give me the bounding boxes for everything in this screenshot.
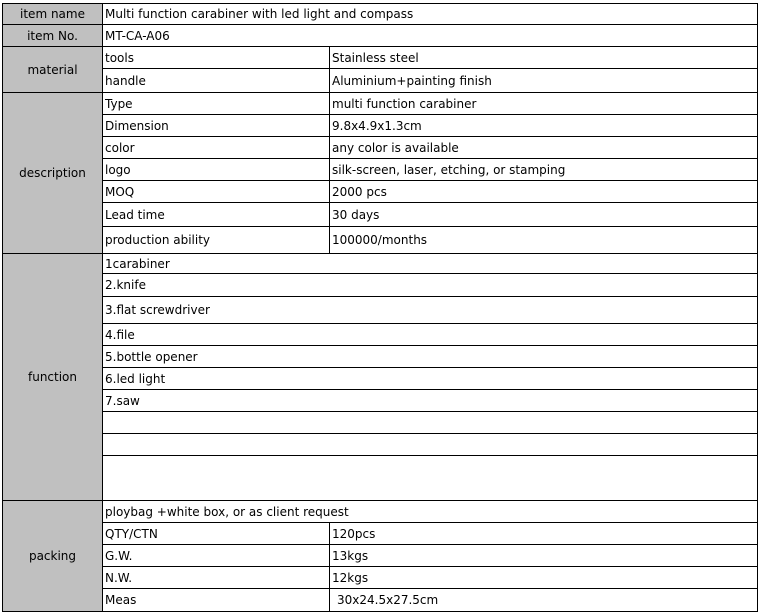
packing-row-key: N.W. xyxy=(102,566,330,589)
description-row-value: any color is available xyxy=(329,136,758,159)
packing-row-value: 13kgs xyxy=(329,544,758,567)
function-item: 1carabiner xyxy=(102,253,758,274)
description-row-key: Type xyxy=(102,92,330,115)
description-row-value: 9.8x4.9x1.3cm xyxy=(329,114,758,137)
description-label: description xyxy=(2,92,103,254)
function-item xyxy=(102,455,758,501)
description-row-value: 100000/months xyxy=(329,226,758,254)
material-row-key: tools xyxy=(102,46,330,69)
packing-note: ploybag +white box, or as client request xyxy=(102,500,758,523)
description-row-key: Lead time xyxy=(102,202,330,227)
material-row-value: Stainless steel xyxy=(329,46,758,69)
packing-label: packing xyxy=(2,500,103,612)
description-row-value: 30 days xyxy=(329,202,758,227)
description-row-key: production ability xyxy=(102,226,330,254)
function-item: 5.bottle opener xyxy=(102,345,758,368)
description-row-value: silk-screen, laser, etching, or stamping xyxy=(329,158,758,181)
function-item: 2.knife xyxy=(102,273,758,297)
function-item: 4.file xyxy=(102,323,758,346)
function-item: 6.led light xyxy=(102,367,758,390)
packing-row-key: QTY/CTN xyxy=(102,522,330,545)
packing-row-value: 12kgs xyxy=(329,566,758,589)
packing-row-value: 120pcs xyxy=(329,522,758,545)
description-row-key: MOQ xyxy=(102,180,330,203)
item-no-label: item No. xyxy=(2,24,103,47)
description-row-key: color xyxy=(102,136,330,159)
function-label: function xyxy=(2,253,103,501)
function-item xyxy=(102,433,758,456)
packing-row-key: G.W. xyxy=(102,544,330,567)
description-row-key: Dimension xyxy=(102,114,330,137)
material-row-value: Aluminium+painting finish xyxy=(329,68,758,93)
material-row-key: handle xyxy=(102,68,330,93)
item-no-value: MT-CA-A06 xyxy=(102,24,758,47)
function-item: 7.saw xyxy=(102,389,758,412)
description-row-key: logo xyxy=(102,158,330,181)
item-name-value: Multi function carabiner with led light and compass xyxy=(102,3,758,25)
item-name-label: item name xyxy=(2,3,103,25)
material-label: material xyxy=(2,46,103,93)
description-row-value: 2000 pcs xyxy=(329,180,758,203)
packing-row-value: 30x24.5x27.5cm xyxy=(329,588,758,612)
description-row-value: multi function carabiner xyxy=(329,92,758,115)
function-item: 3.flat screwdriver xyxy=(102,296,758,324)
packing-row-key: Meas xyxy=(102,588,330,612)
function-item xyxy=(102,411,758,434)
